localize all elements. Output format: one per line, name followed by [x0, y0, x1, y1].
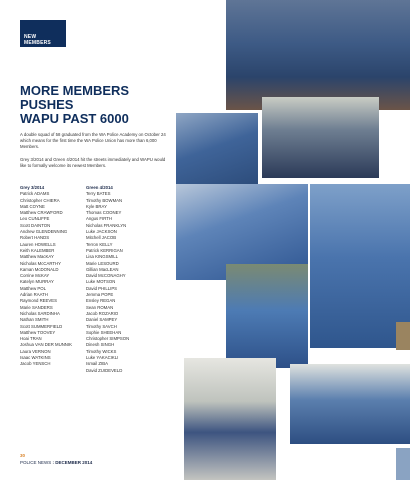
- page-number: 30: [20, 453, 26, 458]
- member-name: Nicholas McCARTHY: [20, 260, 61, 266]
- member-name: Jacob ROZARIO: [86, 310, 119, 316]
- member-name: Matthew CRAWFORD: [20, 210, 63, 216]
- member-name: Timothy BOWMAN: [86, 197, 123, 203]
- member-name: Terry BATES: [86, 191, 111, 197]
- member-name: Mitchell JACOB: [86, 235, 117, 241]
- member-name: Luke MOTSON: [86, 279, 116, 285]
- member-name: Scott SUMMERFIELD: [20, 323, 63, 329]
- member-name: Matthew POL: [20, 285, 47, 291]
- photo-parade-top: [226, 0, 410, 110]
- photo-edge-thumbnail-2: [396, 448, 410, 480]
- squad-green-list: [86, 185, 156, 374]
- member-name: Leo CUNLIFFE: [20, 216, 50, 222]
- member-name: Robert HANDS: [20, 235, 50, 241]
- publication-name: POLICE NEWS: [20, 460, 52, 465]
- member-name: Patrick ADAMS: [20, 191, 50, 197]
- headline-line2: WAPU PAST 6000: [20, 111, 129, 126]
- member-name: Angus FIRTH: [86, 216, 112, 222]
- member-name: Christopher SIMPSON: [86, 336, 130, 342]
- member-name: Christopher CHIERA: [20, 197, 60, 203]
- member-name: Scott DAINTON: [20, 222, 51, 228]
- article-intro: [20, 132, 170, 175]
- squad-grey-list: [20, 185, 90, 368]
- intro-paragraph-1: A double squad of 58 graduated from the WA Police Academy on October 24 which means for the first time the WA Police Union has more than 6,000 Members.: [20, 132, 166, 150]
- article-headline: [20, 84, 180, 126]
- section-tag: [20, 20, 66, 47]
- squad-grey-heading: Grey 3/2014: [20, 185, 45, 190]
- member-name: David PHILLIPS: [86, 285, 118, 291]
- member-name: Matthew MacKAY: [20, 254, 54, 260]
- member-name: Sean ROMAN: [86, 304, 114, 310]
- photo-edge-thumbnail-1: [396, 322, 410, 350]
- member-name: Thomas COONEY: [86, 210, 122, 216]
- member-name: Marie SANDERS: [20, 304, 53, 310]
- member-name: Timothy SAVCH: [86, 323, 117, 329]
- member-name: David ZUIDEVELD: [86, 367, 123, 373]
- member-name: Nicholas FRANKLYN: [86, 222, 127, 228]
- member-name: Marie LESOURD: [86, 260, 119, 266]
- member-name: Ensley REGAN: [86, 298, 116, 304]
- member-name: Gillian MacLEAN: [86, 266, 119, 272]
- member-name: Andrew GLENDENNING: [20, 229, 68, 235]
- member-name: Daniel SAMPEY: [86, 317, 118, 323]
- member-name: Keith KALEMBER: [20, 247, 55, 253]
- member-name: Hoai TRAN: [20, 336, 42, 342]
- member-name: Matt COYNE: [20, 203, 45, 209]
- photo-female-officer-portrait: [226, 264, 308, 368]
- photo-officers-closeup: [310, 184, 410, 348]
- member-name: Jemma POPE: [86, 292, 114, 298]
- photo-squad-formation: [184, 358, 276, 480]
- member-name: Ismail ZIBA: [86, 361, 108, 367]
- member-name: Isaac WATKINS: [20, 355, 51, 361]
- member-name: Sophie SHEEHAN: [86, 329, 122, 335]
- member-name: Katelyn MURRAY: [20, 279, 54, 285]
- member-name: Lisa KINGSMILL: [86, 254, 119, 260]
- headline-line1: MORE MEMBERS PUSHES: [20, 83, 130, 112]
- member-name: Terron KELLY: [86, 241, 113, 247]
- member-name: Kaman McDONALD: [20, 266, 59, 272]
- member-name: Nathan SMITH: [20, 317, 49, 323]
- member-name: Jacob YENSCH: [20, 361, 51, 367]
- member-name: Laura VERNON: [20, 348, 51, 354]
- section-tag-line1: NEW: [24, 34, 37, 40]
- member-name: David McCONAGHY: [86, 273, 126, 279]
- member-name: Joshua VAN DER MUNNIK: [20, 342, 72, 348]
- section-tag-line2: MEMBERS: [24, 40, 51, 46]
- member-name: Timothy WICKS: [86, 348, 117, 354]
- member-name: Corrine McKAY: [20, 273, 50, 279]
- member-name: Kyle BRAY: [86, 203, 107, 209]
- intro-paragraph-2: Grey 3/2014 and Green 4/2014 hit the streets immediately and WAPU would like to formally welcome its newest Members.: [20, 156, 166, 168]
- member-name: Nicholas SARDINHA: [20, 310, 60, 316]
- member-name: Matthew TOOVEY: [20, 329, 56, 335]
- issue-date: DECEMBER 2014: [55, 460, 93, 465]
- page-footer: [20, 452, 92, 466]
- squad-green-heading: Green 4/2014: [86, 185, 113, 190]
- squad-grey-members: [20, 191, 90, 367]
- member-name: Dinesh SINGH: [86, 342, 115, 348]
- publication-line: POLICE NEWS : DECEMBER 2014: [20, 460, 93, 465]
- member-name: Luke YAKACIKLI: [86, 355, 119, 361]
- photo-graduates-saluting: [176, 113, 258, 190]
- photo-officials-lineup: [262, 97, 379, 178]
- squad-green-members: [86, 191, 156, 374]
- member-name: Luke JACKSON: [86, 229, 117, 235]
- member-name: Adrian RAATH: [20, 292, 48, 298]
- member-name: Lauren HOWELLS: [20, 241, 56, 247]
- member-name: Patrick KERRIGAN: [86, 247, 123, 253]
- photo-squad-row: [290, 364, 410, 444]
- member-name: Raymond REEVES: [20, 298, 58, 304]
